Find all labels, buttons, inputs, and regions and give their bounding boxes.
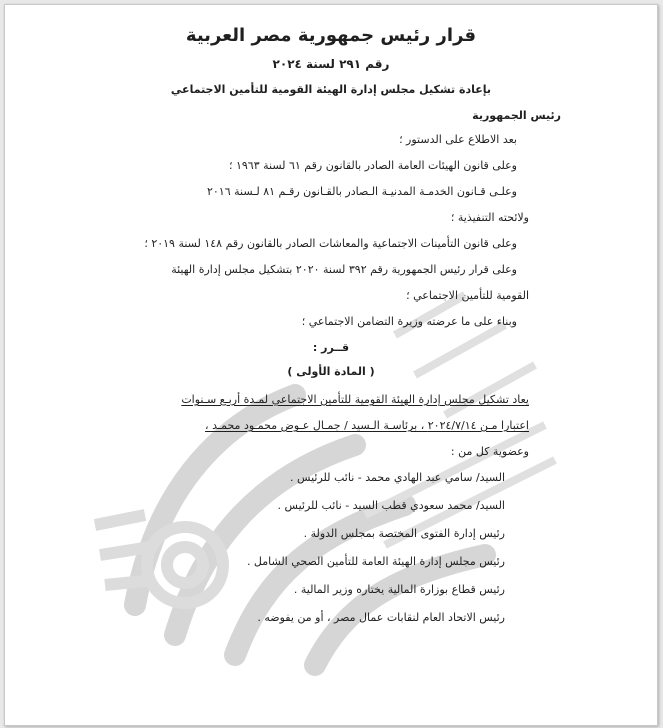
member-item: رئيس الاتحاد العام لنقابات عمال مصر ، أو من يفوضه . — [257, 611, 505, 624]
preamble-line: وعلى قانون الهيئات العامة الصادر بالقانون رقم ٦١ لسنة ١٩٦٣ ؛ — [228, 159, 517, 172]
article-line: يعاد تشكيل مجلس إدارة الهيئة القومية للتأمين الاجتماعي لمـدة أربـع سـنوات — [181, 393, 529, 406]
preamble-line: وعلـى قـانون الخدمـة المدنيـة الـصادر بالقـانون رقـم ٨١ لـسنة ٢٠١٦ — [206, 185, 517, 198]
article-line: اعتبارا مـن ٢٠٢٤/٧/١٤ ، برئاسـة الـسيد / جمـال عـوض محمـود محمـد ، — [205, 419, 529, 432]
preamble-line: القومية للتأمين الاجتماعي ؛ — [406, 289, 529, 302]
preamble-line: وعلى قانون التأمينات الاجتماعية والمعاشات الصادر بالقانون رقم ١٤٨ لسنة ٢٠١٩ ؛ — [144, 237, 517, 250]
member-item: السيد/ محمد سعودي قطب السيد - نائب للرئيس . — [277, 499, 505, 512]
decree-subject: بإعادة تشكيل مجلس إدارة الهيئة القومية للتأمين الاجتماعي — [170, 83, 492, 96]
member-item: السيد/ سامي عبد الهادي محمد - نائب للرئيس . — [290, 471, 505, 484]
article-line: وعضوية كل من : — [450, 445, 529, 458]
article-title: ( المادة الأولى ) — [287, 365, 375, 378]
document-page — [4, 4, 658, 726]
decree-document — [5, 5, 657, 725]
preamble-line: وعلى قرار رئيس الجمهورية رقم ٣٩٢ لسنة ٢٠٢٠ بتشكيل مجلس إدارة الهيئة — [171, 263, 517, 276]
member-item: رئيس مجلس إدارة الهيئة العامة للتأمين الصحي الشامل . — [246, 555, 505, 568]
decree-issuer: رئيس الجمهورية — [472, 109, 561, 122]
preamble-line: بعد الاطلاع على الدستور ؛ — [399, 133, 517, 146]
preamble-line: ولائحته التنفيذية ؛ — [450, 211, 529, 224]
decree-title: قرار رئيس جمهورية مصر العربية — [185, 25, 477, 46]
member-item: رئيس قطاع بوزارة المالية يختاره وزير المالية . — [293, 583, 505, 596]
decree-number: رقم ٢٩١ لسنة ٢٠٢٤ — [272, 57, 390, 71]
member-item: رئيس إدارة الفتوى المختصة بمجلس الدولة . — [303, 527, 505, 540]
decree-word: قــرر : — [312, 341, 350, 354]
preamble-line: وبناء على ما عرضته وزيرة التضامن الاجتماعي ؛ — [301, 315, 517, 328]
